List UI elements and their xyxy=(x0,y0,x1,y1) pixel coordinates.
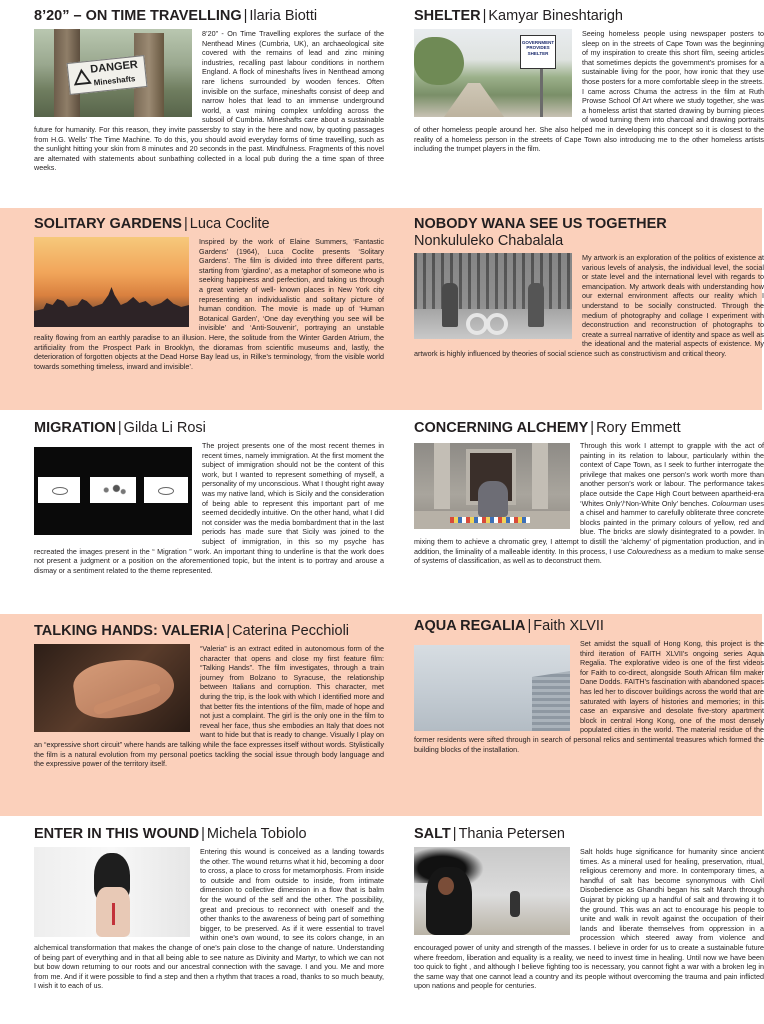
description-text-a: Through this work I attempt to grapple with the act of painting in its relation to labour, particularly within the context of Cape Town, as I seek to further interrogate the privilege that makes one person’s work worth more than another person’s work or labour. The performance takes place outside the Cape High Court between apartheid-era ‘Whites Only’/‘Non-White Only’ benches. xyxy=(580,441,764,508)
work-title: SOLITARY GARDENS xyxy=(34,216,182,232)
entry-title xyxy=(414,216,764,250)
work-title: TALKING HANDS: VALERIA xyxy=(34,623,225,639)
entry-enter-in-this-wound xyxy=(34,826,384,991)
sign-text: GOVERNMENT PROVIDES SHELTER xyxy=(521,40,555,56)
description-text: Inspired by the work of Elaine Summers, ‘Fantastic Gardens’ (1964), Luca Coclite presents ‘Solitary Gardens’. The film is divided into three different parts, starting from ‘giardino’, as a metaphor of someone who is seeking happiness and perfection, and taking us through a great variety of well- known places in New York city representing an individualistic and solitary picture of human condition. The movie is made up of ‘Human Botanical Garden’, ‘One day everything you see will be invisible’ and ‘Anti-Souvenir’, portraying an unstable reality flowing from an earthly paradise to an illusion. Here, the solitude from the Winter Garden Atrium, the artificiality from the Prospect Park in Brooklyn, the dioramas from scientific museums and, lastly, the deterioration of forgotten objects at the Dead Horse Bay lead us, in Rilke’s terminology, ‘from the visible world towards something timeless, inward and invisible’. xyxy=(34,237,384,371)
entry-concerning-alchemy xyxy=(414,420,764,566)
entry-migration xyxy=(34,420,384,575)
artwork-thumbnail xyxy=(414,29,572,117)
title-separator: | xyxy=(482,8,487,24)
title-separator: | xyxy=(117,420,122,436)
description-text: Entering this wound is conceived as a landing towards the other. The wound returns what it hid, becoming a door to cross, a place to cross for metamorphosis. From inside to outside and from outside to inside, from intimate dimension to collective dimension in a flow that is balm for the wound of the self and the other. The possibility, great and precious to reconnect with oneself and the other thanks to the awareness of being part of something bigger, to be preserved. As if it were essential to travel within one’s own wound, to see its colors change, in an alchemical transformation that makes the change of one’s pain close to the change of nature. Understanding of being part of everything and in that all being able to see nature as Divinity and Martyr, to which we can not but bow down returning to our roots and our ancestral connection with the savage. I and you. Me and more from me. And if it were possible to find a step and then a rhythm that traces a road, thanks to so much beauty, I wish it to each of us. xyxy=(34,847,384,991)
artwork-thumbnail xyxy=(414,645,570,731)
work-title: AQUA REGALIA xyxy=(414,618,526,634)
entry-title xyxy=(34,623,384,640)
title-separator: | xyxy=(226,623,231,639)
entry-salt xyxy=(414,826,764,991)
artwork-thumbnail xyxy=(414,253,572,339)
entry-description xyxy=(34,644,384,769)
entry-title xyxy=(414,826,764,843)
entry-shelter xyxy=(414,8,764,154)
entry-title xyxy=(414,420,764,437)
artist-name: Thania Petersen xyxy=(458,826,565,842)
entry-description xyxy=(34,847,384,991)
artwork-thumbnail xyxy=(34,237,189,327)
sign-text-danger: DANGER xyxy=(89,58,139,76)
artist-name: Ilaria Biotti xyxy=(249,8,318,24)
title-separator: | xyxy=(452,826,457,842)
artist-name: Nonkululeko Chabalala xyxy=(414,233,564,249)
entry-title xyxy=(34,826,384,843)
entry-nobody-wana-see-us-together xyxy=(414,216,764,359)
entry-description xyxy=(414,441,764,566)
artist-name: Michela Tobiolo xyxy=(206,826,307,842)
title-separator: | xyxy=(527,618,532,634)
warning-triangle-icon xyxy=(72,68,92,86)
description-text: Set amidst the squall of Hong Kong, this project is the third iteration of FAITH XLVII’s ongoing series Aqua Regalia. The explorative video is one of the first videos for Faith to co-direct, alongside South African film maker Dane Dodds. FAITH’s fascination with abandoned spaces has led her to discover buildings across the world that are saturated with layers of histories and memories; in this case an expansive and desolate five-story apartment block in central Hong Kong, one of the most densely populated cities in the world. The material residue of the former residents were sifted through in search of personal relics and sentimental treasures which formed the building blocks of the installation. xyxy=(414,639,764,754)
entry-description xyxy=(414,253,764,359)
entry-description xyxy=(34,237,384,371)
entry-title xyxy=(414,8,764,25)
artwork-thumbnail xyxy=(34,29,192,117)
shelter-sign xyxy=(520,35,556,69)
artwork-thumbnail xyxy=(414,847,570,935)
entry-title xyxy=(34,420,384,437)
artwork-thumbnail xyxy=(34,847,190,937)
work-title: ENTER IN THIS WOUND xyxy=(34,826,200,842)
work-title: MIGRATION xyxy=(34,420,116,436)
work-title: 8’20” – ON TIME TRAVELLING xyxy=(34,8,242,24)
entry-talking-hands-valeria xyxy=(34,623,384,769)
artist-name: Caterina Pecchioli xyxy=(232,623,350,639)
description-emphasis: Colourman xyxy=(711,498,747,508)
entry-title xyxy=(34,8,384,25)
entry-title xyxy=(34,216,384,233)
artist-name: Luca Coclite xyxy=(189,216,270,232)
artwork-thumbnail xyxy=(34,447,192,535)
work-title: SALT xyxy=(414,826,451,842)
artist-name: Kamyar Bineshtarigh xyxy=(488,8,623,24)
title-separator: | xyxy=(590,420,595,436)
work-title: CONCERNING ALCHEMY xyxy=(414,420,589,436)
title-separator: | xyxy=(243,8,248,24)
description-text: Salt holds huge significance for humanity since ancient times. As a mineral used for healing, preservation, ritual, religious ceremony and more. In contemporary times, a handful of salt has become synonymous with Civil Disobedience as Ghandhi began his salt March through Gujarat by picking up a handful of salt and throwing it to the ground. This was an act to encourage his people to unite and walk in revolt against the occupation of their lands and liberate themselves from oppression in a procession which steered away from violence and encouraged power of unity and strength of the masses. I believe in order for us to create a sustainable future where freedom, liberation and equality is a reality, we need to invest time in healing. Until now we have been too quick to fight , and although I believe fighting too is necessary, you cannot fight a war with a broken leg in the same way that one cannot lead a country and its people without overcoming the trauma and pain inflicted upon nations and people for centuries. xyxy=(414,847,764,991)
title-separator: | xyxy=(201,826,205,842)
work-title: NOBODY WANA SEE US TOGETHER xyxy=(414,216,667,232)
artist-name: Gilda Li Rosi xyxy=(123,420,206,436)
artist-name: Rory Emmett xyxy=(596,420,681,436)
description-text: “Valeria” is an extract edited in autonomous form of the character that opens and close my first feature film: “Talking Hands”. The film investigates, through a train journey from Bolzano to Syracuse, the relationship between Italians and corruption. This character, met during the trip, is the look with which I identified more and that better fits the intentions of the film, made of hope and not just a complaint. The girl is the only one in the film to reveal her face, thus she embodies an Italy that does not want to hide but that is ready to change. Visually I play on an “expressive short circuit” where hands are talking while the face expresses itself without words. Stylistically the film is a natural evolution from my personal poetics tackling the social issue through body language and the expressive power of the territory itself. xyxy=(34,644,384,769)
artwork-thumbnail xyxy=(414,443,570,529)
entry-aqua-regalia xyxy=(414,618,764,754)
entry-description xyxy=(414,847,764,991)
entry-description xyxy=(414,639,764,754)
description-text: 8’20” - On Time Travelling explores the surface of the Nenthead Mines (Cumbria, UK), an archaeological site covered with the remains of lead and zinc mining industries, recalling past labour conditions in northern England. A flock of mineshafts lives in Nenthead among rare lichens surrounded by wooden fences. Often invisible on the surface, mineshafts consist of deep and narrow holes that lead to an immense underground world, a vast mining complex unfolding across the subsoil of Cumbria. Mineshafts care about a sustainable future for humanity. For this reason, they invite passersby to stay in the here and now, by quoting passages from H.G. Wells’ The Time Machine. To do this, you should avoid everyday forms of time travelling, such as the sunlight hitting your skin from 8 minutes and 20 seconds in the past. Mindfulness. Fragments of this novel are alternated with statements about sunbathing collected in a local pub during the a time span of three weeks. xyxy=(34,29,384,173)
artwork-thumbnail xyxy=(34,644,190,732)
sign-text-mineshafts: Mineshafts xyxy=(93,74,136,88)
description-emphasis-2: Colouredness xyxy=(627,546,672,556)
entry-on-time-travelling xyxy=(34,8,384,173)
description-text: Seeing homeless people using newspaper posters to sleep on in the streets of Cape Town was the beginning of my inspiration to create this short film, seeing articles that sometimes depicts the government’s promises for a sustainable living for the poor, how ironic that they use those posters for a more comfortable sleep in the streets. I came across Chuma the actress in the film at Ruth Prowse School Of Art where we study together, she was a homeless artist that started drawing by burning pieces of wood turning them into charcoal and drawing portraits of other homeless people around her. She also helped me in developing this concept so it is closest to the reality of a homeless person in the streets of Cape Town also introducing me to the other homeless artists including the trumpet players in the film. xyxy=(414,29,764,154)
title-separator: | xyxy=(183,216,188,232)
description-text-b: uses a chisel and hammer to carefully obliterate three concrete blocks painted in the primary colours of yellow, red and blue. The bricks are slowly disintegrated to a powder. In mixing them to achieve a chromatic grey, I attempt to distill the ‘alchemy’ of pigmentation production, and in addition, the liminality of a malleable identity. In this process, I use xyxy=(414,498,764,556)
description-text: My artwork is an exploration of the politics of existence at various levels of analysis, the individual level, the social or state level and the international level with regards to emancipation. My artwork deals with understanding how our external environment affects our reality which I understand to be socially constructed. Through the medium of photography and collage I experiment with deconstruction and reconstruction of photographs to create a surreal narrative of identity and space as well as the ideational and the material aspects of existence. My artwork is highly influenced by theories of social science such as constructivism and critical theory. xyxy=(414,253,764,358)
artist-name: Faith XLVII xyxy=(533,618,604,634)
description-text-c: as a medium to make sense of systems of classification, as well as to deconstruct them. xyxy=(414,546,764,566)
description-text: The project presents one of the most recent themes in recent times, namely immigration. At the first moment the subject of immigration should not be the content of this work, but I wanted to represent something of myself, a personality of my unconscious. What I thought right away was my native land, which is Sicily and the consideration of being able to represent this important part of me seemed decidedly intuitive. On the other hand, what I did not consider was the media bombardment that in the last periods has made sure that Sicily was joined to the subject of immigration, in this so my psyche has recreated the images present in the “ Migration ” work. An important thing to underline is that the work does not present a judgment or a position on the aforementioned topic, but the intent is to portray and arouse a dismay or a sentiment related to the theme represented. xyxy=(34,441,384,575)
work-title: SHELTER xyxy=(414,8,481,24)
entry-title xyxy=(414,618,764,635)
entry-description xyxy=(34,29,384,173)
entry-solitary-gardens xyxy=(34,216,384,371)
entry-description xyxy=(414,29,764,154)
entry-description xyxy=(34,441,384,575)
